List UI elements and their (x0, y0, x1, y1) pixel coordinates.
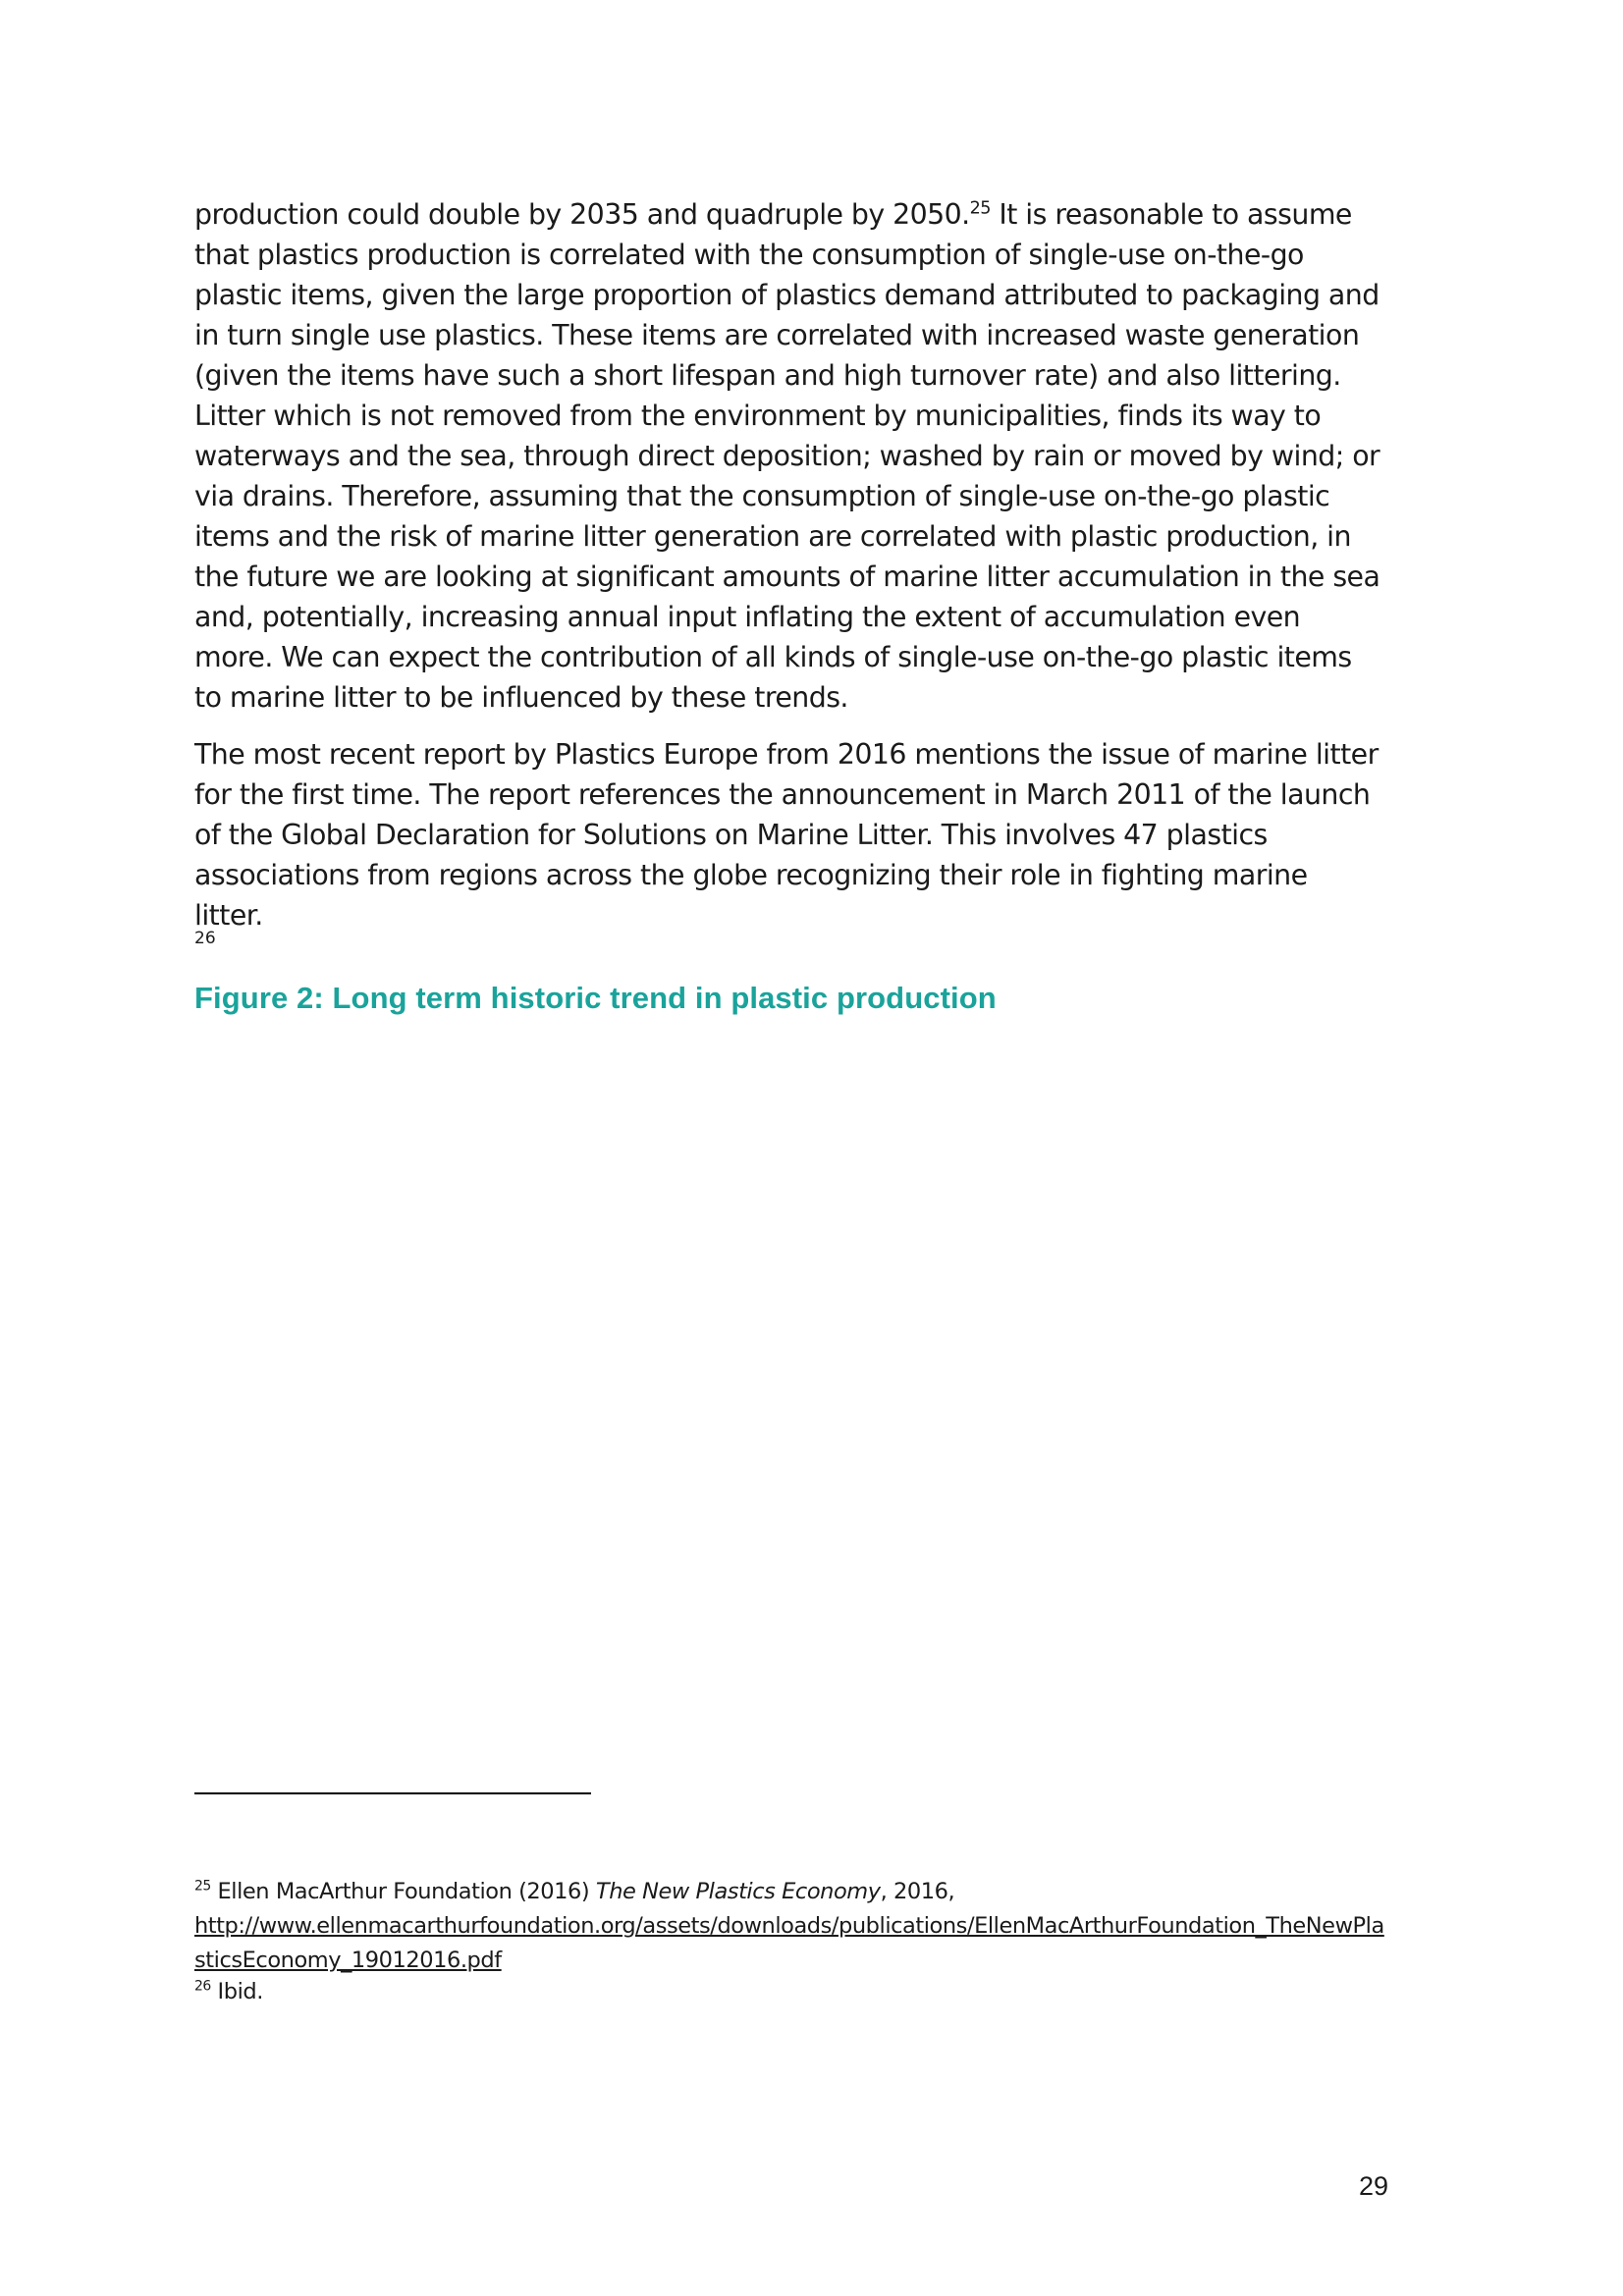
footnote-separator (194, 1792, 591, 1794)
footnote-26 (194, 1978, 1387, 2005)
footnote-25-year: , 2016, (880, 1879, 955, 1904)
footnote-25-link[interactable]: http://www.ellenmacarthurfoundation.org/assets/downloads/publications/EllenMacArthurFoundation_TheNewPlasticsEconomy_19012016.pdf (194, 1913, 1384, 1973)
paragraph-1-rest: It is reasonable to assume that plastics production is correlated with the consumption of single-use on-the-go plastic items, given the large proportion of plastics demand attributed to packaging and in turn single use plastics. These items are correlated with increased waste generation (given the items have such a short lifespan and high turnover rate) and also littering. Litter which is not removed from the environment by municipalities, finds its way to waterways and the sea, through direct deposition; washed by rain or moved by wind; or via drains. Therefore, assuming that the consumption of single-use on-the-go plastic items and the risk of marine litter generation are correlated with plastic production, in the future we are looking at significant amounts of marine litter accumulation in the sea and, potentially, increasing annual input inflating the extent of accumulation even more. We can expect the contribution of all kinds of single-use on-the-go plastic items to marine litter to be influenced by these trends. (194, 198, 1380, 714)
footnote-25-text: Ellen MacArthur Foundation (2016) (210, 1879, 596, 1904)
page-number: 29 (1359, 2171, 1389, 2201)
footnote-25-title: The New Plastics Economy (595, 1879, 881, 1904)
footnote-ref-25[interactable]: 25 (969, 198, 991, 219)
footnotes (194, 1875, 1387, 2005)
footnote-25 (194, 1875, 1387, 1909)
footnote-number-26: 26 (194, 1978, 211, 1995)
footnote-ref-26[interactable]: 26 (194, 929, 216, 948)
figure-area (194, 1016, 1382, 1762)
paragraph-2-text: The most recent report by Plastics Europe from 2016 mentions the issue of marine litter for the first time. The report references the announcement in March 2011 of the launch of the Global Declaration for Solutions on Marine Litter. This involves 47 plastics associations from regions across the globe recognizing their role in fighting marine litter. (194, 738, 1379, 932)
footnote-25-link-wrap (194, 1909, 1387, 1978)
main-content (194, 194, 1382, 1762)
body-paragraph-2 (194, 734, 1382, 935)
paragraph-1-start: production could double by 2035 and quadruple by 2050. (194, 198, 970, 231)
footnote-26-text: Ibid. (210, 1979, 263, 2004)
figure-title: Figure 2: Long term historic trend in plastic production (194, 981, 997, 1015)
footnote-number-25: 25 (194, 1878, 211, 1895)
body-paragraph-1 (194, 194, 1382, 718)
